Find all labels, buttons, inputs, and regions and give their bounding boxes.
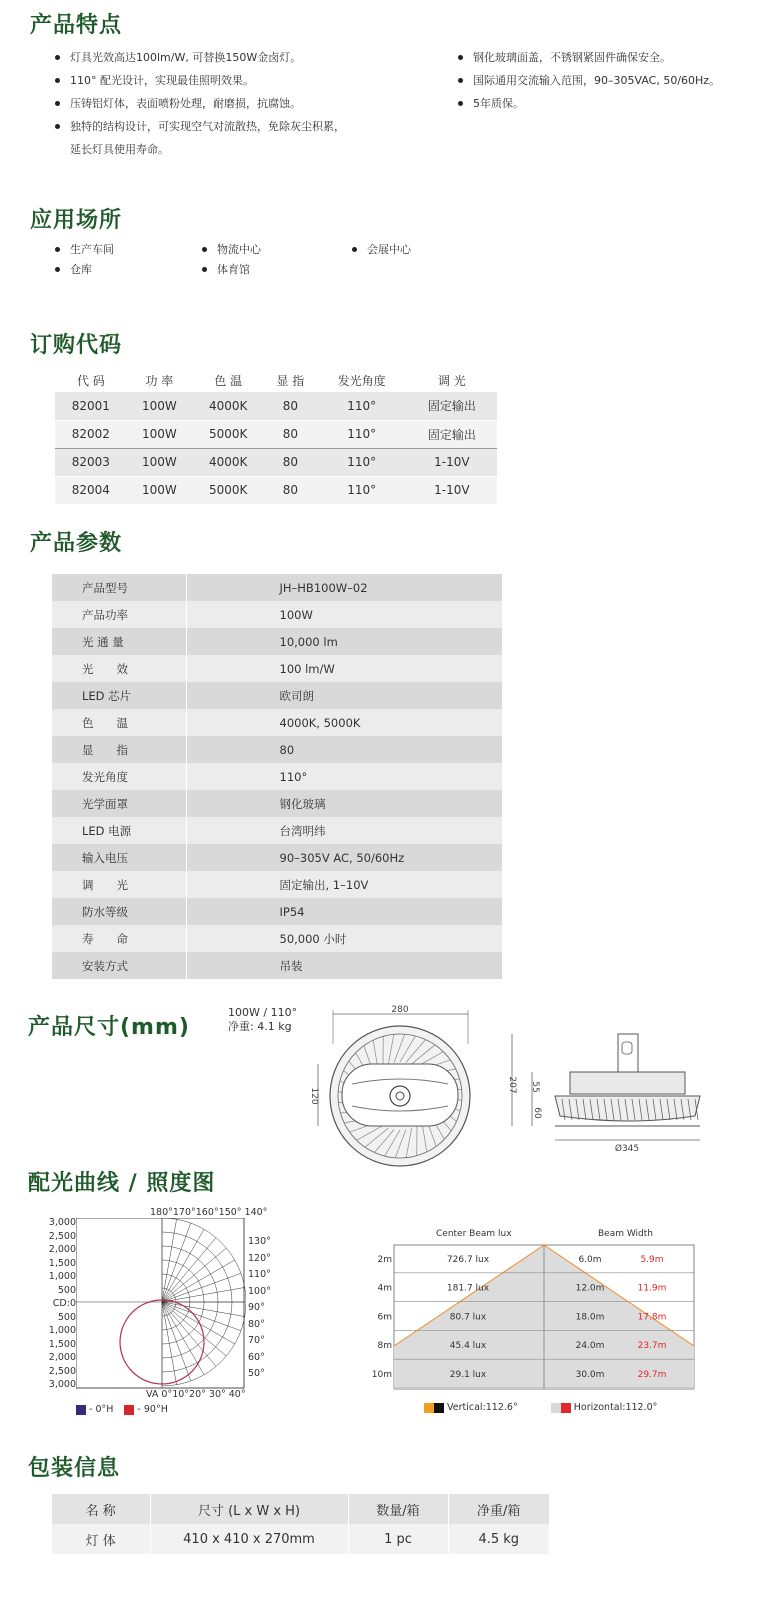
table-cell: 1-10V: [407, 448, 497, 476]
packing-table: [52, 1494, 550, 1554]
parameter-value: 10,000 lm: [186, 628, 502, 655]
order-codes-title: 订购代码: [30, 333, 123, 358]
table-cell: 4000K: [192, 392, 264, 420]
parameter-value: 欧司朗: [186, 682, 502, 709]
table-row: [52, 628, 502, 655]
parameter-name: 调 光: [52, 871, 186, 898]
table-cell: 固定输出: [407, 420, 497, 448]
parameter-value: JH–HB100W–02: [186, 574, 502, 601]
height-mid-label: 55: [530, 1081, 540, 1093]
table-cell: 80: [264, 392, 316, 420]
polar-angle-label: 60°: [248, 1351, 265, 1363]
parameter-value: 100 lm/W: [186, 655, 502, 682]
table-cell: 80: [264, 420, 316, 448]
parameter-name: 安装方式: [52, 952, 186, 979]
parameter-name: 产品功率: [52, 601, 186, 628]
parameter-name: 防水等级: [52, 898, 186, 925]
feature-item: 压铸铝灯体，表面喷粉处理，耐磨损，抗腐蚀。: [55, 97, 301, 111]
parameter-name: 光学面罩: [52, 790, 186, 817]
feature-item: 国际通用交流输入范围，90–305VAC, 50/60Hz。: [458, 74, 720, 88]
parameter-value: 110°: [186, 763, 502, 790]
beam-width-vertical: 24.0m: [575, 1341, 605, 1352]
table-cell: 1-10V: [407, 476, 497, 504]
beam-width-horizontal: 23.7m: [637, 1341, 667, 1352]
illuminance-legend: Vertical:112.6° Horizontal:112.0°: [424, 1402, 657, 1413]
feature-item: 灯具光效高达100lm/W, 可替换150W金卤灯。: [55, 51, 301, 65]
feature-item: 5年质保。: [458, 97, 524, 111]
bullet-dot-icon: [55, 101, 60, 106]
height-left-label: 120: [309, 1087, 319, 1105]
table-cell: 4.5 kg: [448, 1524, 550, 1554]
polar-curve-chart: [76, 1218, 246, 1390]
table-row: [52, 844, 502, 871]
parameter-name: 光 通 量: [52, 628, 186, 655]
legend-swatch-icon: [124, 1405, 134, 1415]
parameter-name: 色 温: [52, 709, 186, 736]
polar-tick-label: 1,500: [48, 1338, 76, 1350]
polar-tick-label: 3,000: [48, 1217, 76, 1228]
table-row: [55, 420, 497, 448]
table-row: [52, 763, 502, 790]
polar-right-ticks: [248, 1234, 271, 1383]
dimension-drawing: [300, 1004, 750, 1174]
polar-angle-label: 50°: [248, 1368, 265, 1379]
parameter-value: 4000K, 5000K: [186, 709, 502, 736]
polar-bottom-label: VA 0°10°20° 30° 40°: [146, 1389, 246, 1400]
bullet-dot-icon: [458, 55, 463, 60]
parameter-name: LED 芯片: [52, 682, 186, 709]
table-cell: 4000K: [192, 448, 264, 476]
column-header: 代 码: [76, 373, 105, 388]
application-item: 体育馆: [202, 263, 250, 277]
parameter-value: 台湾明纬: [186, 817, 502, 844]
parameter-value: 50,000 小时: [186, 925, 502, 952]
parameters-table: [52, 574, 502, 979]
table-row: [52, 817, 502, 844]
height-total-label: 207: [507, 1076, 517, 1094]
beam-width-horizontal: 17.8m: [637, 1312, 667, 1323]
legend-swatch-icon: [551, 1403, 561, 1413]
parameter-value: 80: [186, 736, 502, 763]
table-row: [55, 476, 497, 504]
table-row: [52, 601, 502, 628]
table-cell: 82002: [55, 420, 127, 448]
application-item: 会展中心: [352, 243, 411, 257]
table-cell: 80: [264, 448, 316, 476]
table-row: [55, 392, 497, 420]
bullet-dot-icon: [202, 267, 207, 272]
mounting-height-label: 10m: [371, 1370, 392, 1380]
beam-width-horizontal: 5.9m: [640, 1254, 664, 1265]
legend-swatch-icon: [76, 1405, 86, 1415]
weight-line: 净重: 4.1 kg: [228, 1020, 292, 1033]
features-title: 产品特点: [30, 13, 123, 38]
table-header-row: [52, 1494, 550, 1524]
beam-width-horizontal: 11.9m: [637, 1283, 667, 1294]
table-cell: 110°: [317, 420, 407, 448]
polar-angle-label: 80°: [248, 1318, 265, 1330]
polar-angle-label: 110°: [248, 1269, 271, 1280]
legend-swatch-icon: [434, 1403, 444, 1413]
polar-angle-label: 120°: [248, 1252, 271, 1264]
polar-tick-label: 3,000: [48, 1379, 76, 1390]
bullet-dot-icon: [458, 78, 463, 83]
table-cell: 5000K: [192, 476, 264, 504]
column-header: 色 温: [214, 373, 243, 388]
polar-tick-label: 2,000: [48, 1352, 76, 1363]
table-row: [52, 682, 502, 709]
table-row: [52, 898, 502, 925]
column-header: 发光角度: [337, 373, 386, 388]
polar-legend: - 0°H - 90°H: [76, 1404, 168, 1415]
feature-item: 钢化玻璃面盖，不锈钢紧固件确保安全。: [458, 51, 671, 65]
parameter-value: IP54: [186, 898, 502, 925]
mounting-height-label: 4m: [377, 1283, 392, 1294]
table-cell: 110°: [317, 476, 407, 504]
bullet-dot-icon: [55, 124, 60, 129]
table-cell: 80: [264, 476, 316, 504]
legend-swatch-icon: [561, 1403, 571, 1413]
dimensions-title: 产品尺寸(mm): [28, 1015, 190, 1040]
order-codes-table: [55, 368, 497, 505]
parameter-name: LED 电源: [52, 817, 186, 844]
packing-title: 包装信息: [28, 1456, 121, 1481]
feature-item: 110° 配光设计，实现最佳照明效果。: [55, 74, 254, 88]
beam-width-vertical: 6.0m: [578, 1254, 602, 1265]
bullet-dot-icon: [55, 247, 60, 252]
polar-tick-label: 2,500: [48, 1230, 76, 1242]
table-row: [55, 448, 497, 476]
bullet-dot-icon: [202, 247, 207, 252]
polar-tick-label: 1,000: [48, 1271, 76, 1282]
polar-tick-label: 2,500: [48, 1365, 76, 1377]
polar-tick-label: 500: [57, 1311, 76, 1323]
table-cell: 110°: [317, 448, 407, 476]
parameter-name: 光 效: [52, 655, 186, 682]
mounting-height-label: 2m: [377, 1254, 392, 1265]
center-lux-value: 181.7 lux: [446, 1283, 490, 1294]
column-header: 数量/箱: [348, 1494, 448, 1524]
parameter-name: 寿 命: [52, 925, 186, 952]
center-lux-value: 726.7 lux: [446, 1254, 490, 1265]
table-cell: 固定输出: [407, 392, 497, 420]
table-row: [52, 790, 502, 817]
application-item: 生产车间: [55, 243, 114, 257]
photometry-title: 配光曲线 / 照度图: [28, 1171, 216, 1196]
table-header-row: [55, 368, 497, 392]
column-header: 净重/箱: [448, 1494, 550, 1524]
table-row: [52, 871, 502, 898]
table-row: [52, 709, 502, 736]
table-row: [52, 574, 502, 601]
parameter-value: 90–305V AC, 50/60Hz: [186, 844, 502, 871]
polar-angle-label: 130°: [248, 1236, 271, 1247]
beam-width-horizontal: 29.7m: [637, 1370, 667, 1380]
width-label: 280: [391, 1005, 409, 1015]
illuminance-chart: [370, 1242, 700, 1392]
beam-width-vertical: 18.0m: [575, 1312, 605, 1323]
application-item: 物流中心: [202, 243, 261, 257]
parameter-value: 吊装: [186, 952, 502, 979]
table-row: [52, 925, 502, 952]
polar-angle-label: 70°: [248, 1335, 265, 1346]
parameter-value: 钢化玻璃: [186, 790, 502, 817]
table-cell: 5000K: [192, 420, 264, 448]
applications-title: 应用场所: [30, 208, 123, 233]
polar-top-label: 180°170°160°150° 140°: [150, 1207, 268, 1218]
feature-item: 独特的结构设计，可实现空气对流散热，免除灰尘积累，: [55, 120, 345, 134]
bullet-dot-icon: [458, 101, 463, 106]
mounting-height-label: 6m: [377, 1312, 392, 1323]
bullet-dot-icon: [55, 267, 60, 272]
column-header: 尺寸 (L x W x H): [150, 1494, 348, 1524]
table-row: [52, 952, 502, 979]
bullet-dot-icon: [352, 247, 357, 252]
application-item: 仓库: [55, 263, 92, 277]
parameter-name: 输入电压: [52, 844, 186, 871]
table-cell: 100W: [127, 392, 192, 420]
bullet-dot-icon: [55, 78, 60, 83]
table-cell: 1 pc: [348, 1524, 448, 1554]
bullet-dot-icon: [55, 55, 60, 60]
polar-angle-label: 90°: [248, 1302, 265, 1313]
beam-width-vertical: 12.0m: [575, 1283, 605, 1294]
table-cell: 82004: [55, 476, 127, 504]
parameter-name: 产品型号: [52, 574, 186, 601]
polar-angle-label: 100°: [248, 1285, 271, 1297]
beam-width-vertical: 30.0m: [575, 1370, 605, 1380]
parameters-title: 产品参数: [30, 531, 123, 556]
polar-tick-label: 2,000: [48, 1244, 76, 1255]
table-cell: 82003: [55, 448, 127, 476]
model-line: 100W / 110°: [228, 1006, 298, 1019]
parameter-name: 发光角度: [52, 763, 186, 790]
polar-tick-label: 1,500: [48, 1257, 76, 1269]
table-cell: 82001: [55, 392, 127, 420]
illuminance-header-right: Beam Width: [598, 1229, 654, 1239]
top-view-drawing: [309, 1005, 470, 1166]
table-row: [52, 736, 502, 763]
parameter-value: 100W: [186, 601, 502, 628]
side-view-drawing: [507, 1034, 700, 1154]
table-row: [52, 1524, 550, 1554]
polar-tick-label: 500: [57, 1284, 76, 1296]
column-header: 名 称: [52, 1494, 150, 1524]
table-row: [52, 655, 502, 682]
height-low-label: 60: [532, 1107, 542, 1119]
polar-left-ticks: [28, 1216, 76, 1392]
column-header: 调 光: [437, 373, 466, 388]
table-cell: 410 x 410 x 270mm: [150, 1524, 348, 1554]
polar-tick-label: CD:0: [52, 1298, 76, 1309]
column-header: 显 指: [276, 373, 305, 388]
mounting-height-label: 8m: [377, 1341, 392, 1352]
table-cell: 灯 体: [52, 1524, 150, 1554]
legend-swatch-icon: [424, 1403, 434, 1413]
center-lux-value: 29.1 lux: [449, 1370, 487, 1380]
column-header: 功 率: [145, 373, 174, 388]
parameter-name: 显 指: [52, 736, 186, 763]
illuminance-header-left: Center Beam lux: [436, 1229, 512, 1239]
center-lux-value: 45.4 lux: [449, 1341, 487, 1352]
parameter-value: 固定输出, 1–10V: [186, 871, 502, 898]
diameter-label: Ø345: [614, 1144, 640, 1154]
table-cell: 100W: [127, 448, 192, 476]
polar-tick-label: 1,000: [48, 1325, 76, 1336]
table-cell: 110°: [317, 392, 407, 420]
table-cell: 100W: [127, 420, 192, 448]
center-lux-value: 80.7 lux: [449, 1312, 487, 1323]
table-cell: 100W: [127, 476, 192, 504]
feature-item-continuation: 延长灯具使用寿命。: [70, 143, 169, 156]
dimensions-spec-note: [228, 1006, 297, 1034]
